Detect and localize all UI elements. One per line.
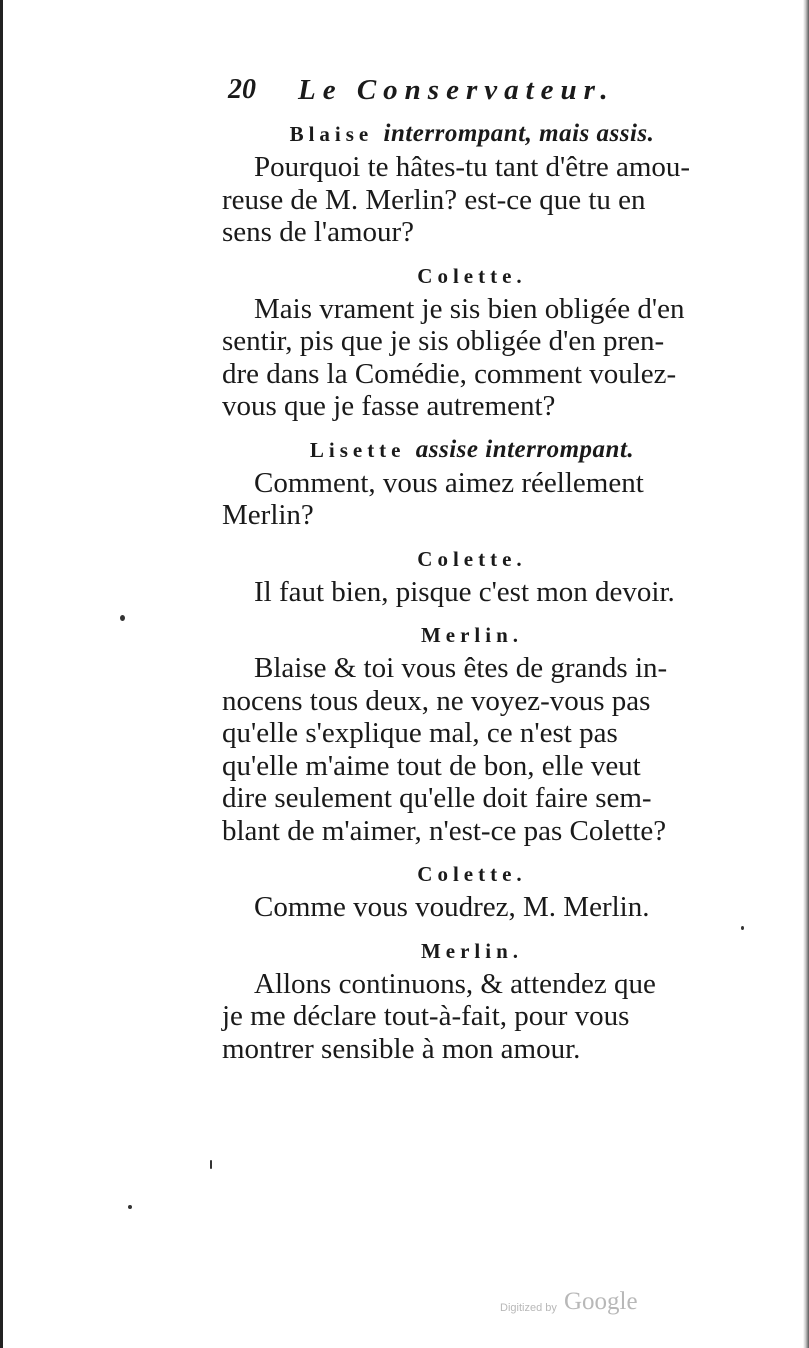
speech-paragraph	[222, 151, 722, 249]
text-line: dire seulement qu'elle doit faire sem-	[222, 782, 652, 814]
ink-speck	[128, 1205, 132, 1209]
text-line: sens de l'amour?	[222, 216, 415, 248]
speaker-name: Merlin.	[420, 938, 524, 963]
speaker-name: Colette.	[417, 862, 527, 886]
dialogue-text	[222, 114, 722, 1073]
watermark-prefix: Digitized by	[500, 1302, 557, 1314]
text-line: je me déclare tout-à-fait, pour vous	[222, 1000, 630, 1032]
speech-paragraph	[222, 968, 722, 1066]
text-line: Allons continuons, & attendez que	[254, 967, 656, 1000]
speech-paragraph	[222, 891, 722, 924]
text-line: blant de m'aimer, n'est-ce pas Colette?	[222, 814, 667, 847]
speaker-name: Colette.	[417, 263, 527, 288]
text-line: reuse de M. Merlin? est-ce que tu en	[222, 183, 646, 216]
text-line: Il faut bien, pisque c'est mon devoir.	[254, 575, 675, 608]
text-line: qu'elle m'aime tout de bon, elle veut	[222, 749, 641, 782]
speech-paragraph	[222, 293, 722, 423]
speaker-name: Colette.	[417, 546, 527, 571]
text-line: Mais vrament je sis bien obligée d'en	[254, 292, 685, 325]
speech-paragraph	[222, 467, 722, 532]
page-header	[228, 74, 658, 114]
speaker-name: Blaise	[289, 122, 374, 146]
ink-speck	[120, 615, 125, 621]
stage-direction: interrompant, mais assis.	[383, 120, 655, 147]
text-line: sentir, pis que je sis obligée d'en pren-	[222, 325, 665, 357]
speaker-heading	[222, 540, 722, 570]
speech-paragraph	[222, 576, 722, 609]
stage-direction: assise interrompant.	[415, 435, 635, 463]
text-line: vous que je fasse autrement?	[222, 390, 556, 422]
running-head: Le Conservateur.	[298, 74, 615, 106]
speaker-heading	[222, 932, 722, 962]
ink-speck	[741, 926, 744, 930]
speaker-heading	[222, 616, 722, 646]
text-line: Blaise & toi vous êtes de grands in-	[254, 652, 668, 684]
speaker-heading	[222, 431, 722, 461]
text-line: nocens tous deux, ne voyez-vous pas	[222, 684, 651, 717]
digitized-watermark	[500, 1288, 700, 1318]
speaker-name: Merlin.	[420, 623, 524, 647]
page-number: 20	[228, 74, 256, 105]
speech-paragraph	[222, 652, 722, 847]
speaker-heading	[222, 115, 722, 145]
text-line: Comme vous voudrez, M. Merlin.	[254, 891, 650, 923]
page-left-edge	[0, 0, 3, 1348]
text-line: Merlin?	[222, 499, 314, 531]
speaker-heading	[222, 855, 722, 885]
text-line: montrer sensible à mon amour.	[222, 1032, 581, 1065]
page-right-edge	[803, 0, 809, 1348]
text-line: Pourquoi te hâtes-tu tant d'être amou-	[254, 151, 691, 183]
text-line: Comment, vous aimez réellement	[254, 466, 644, 499]
text-line: dre dans la Comédie, comment voulez-	[222, 357, 677, 390]
speaker-heading	[222, 257, 722, 287]
speaker-name: Lisette	[309, 437, 406, 462]
ink-speck	[210, 1160, 212, 1169]
watermark-brand: Google	[564, 1288, 638, 1315]
text-line: qu'elle s'explique mal, ce n'est pas	[222, 717, 618, 749]
